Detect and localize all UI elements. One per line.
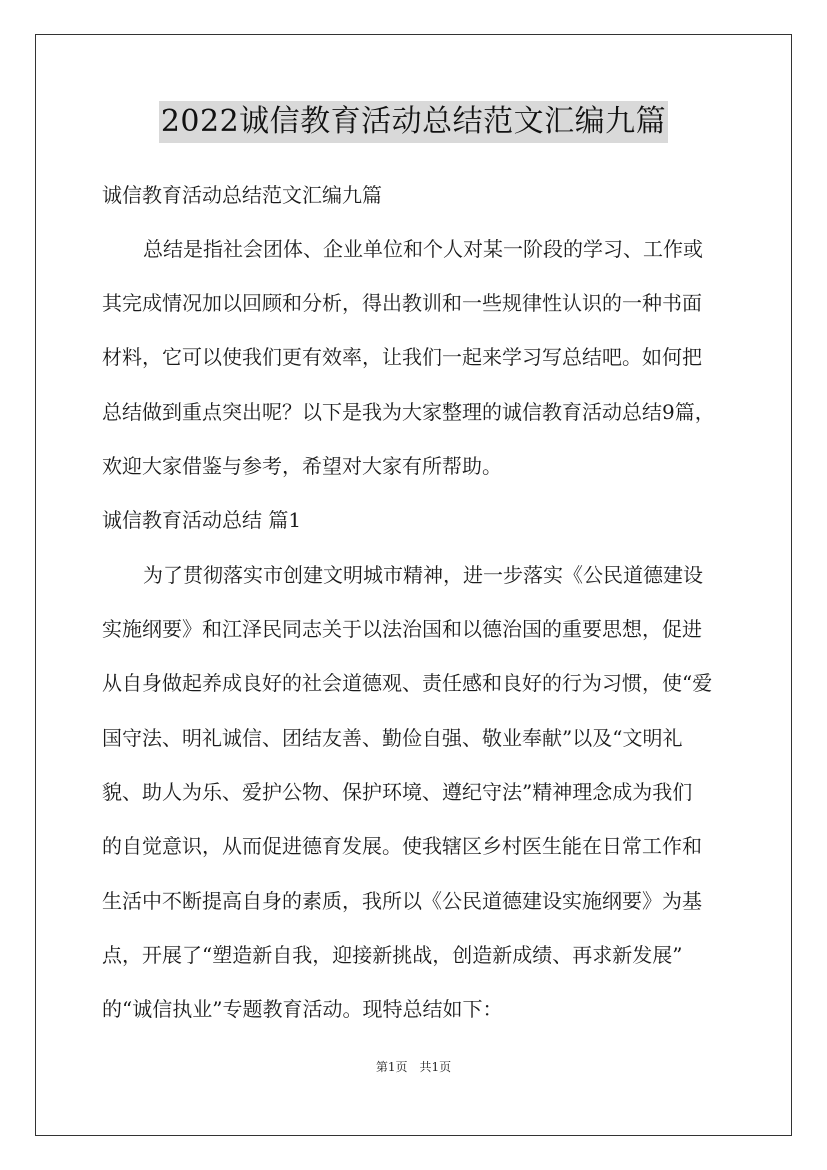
body-line-2: 实施纲要》和江泽民同志关于以法治国和以德治国的重要思想，促进 [102,617,702,641]
document-title: 2022诚信教育活动总结范文汇编九篇 [159,101,668,143]
intro-line-2: 其完成情况加以回顾和分析，得出教训和一些规律性认识的一种书面 [102,291,702,315]
section-heading: 诚信教育活动总结 篇1 [102,508,302,532]
intro-line-3: 材料，它可以使我们更有效率，让我们一起来学习写总结吧。如何把 [102,345,702,369]
intro-line-4: 总结做到重点突出呢？以下是我为大家整理的诚信教育活动总结9篇， [102,400,715,424]
body-line-1: 为了贯彻落实市创建文明城市精神，进一步落实《公民道德建设 [143,563,703,587]
title-container [0,101,827,143]
intro-line-5: 欢迎大家借鉴与参考，希望对大家有所帮助。 [102,454,502,478]
body-line-9: 的“诚信执业”专题教育活动。现特总结如下： [102,997,503,1021]
body-line-7: 生活中不断提高自身的素质，我所以《公民道德建设实施纲要》为基 [102,889,702,913]
document-subtitle: 诚信教育活动总结范文汇编九篇 [102,183,382,207]
intro-line-1: 总结是指社会团体、企业单位和个人对某一阶段的学习、工作或 [143,237,703,261]
body-line-4: 国守法、明礼诚信、团结友善、勤俭自强、敬业奉献”以及“文明礼 [102,726,683,750]
page-number-footer: 第1页 共1页 [375,1060,452,1074]
body-line-8: 点，开展了“塑造新自我，迎接新挑战，创造新成绩、再求新发展” [102,943,683,967]
body-line-5: 貌、助人为乐、爱护公物、保护环境、遵纪守法”精神理念成为我们 [102,780,693,804]
body-line-3: 从自身做起养成良好的社会道德观、责任感和良好的行为习惯，使“爱 [102,671,713,695]
body-line-6: 的自觉意识，从而促进德育发展。使我辖区乡村医生能在日常工作和 [102,834,702,858]
